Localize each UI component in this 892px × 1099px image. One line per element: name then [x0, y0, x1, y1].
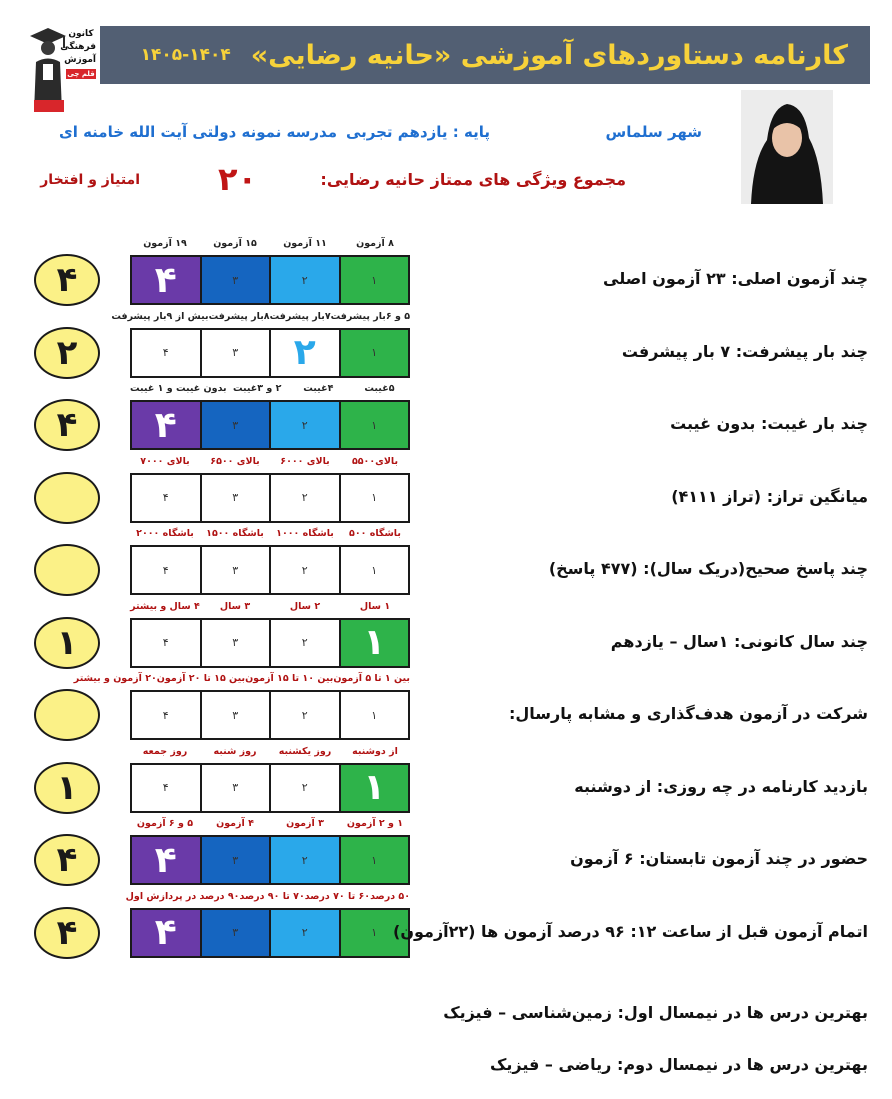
row-1-description: چند آزمون اصلی: ۲۳ آزمون اصلی [603, 269, 868, 288]
level-cell: ۲ [269, 910, 339, 956]
row-1-level-labels [130, 238, 410, 254]
level-cell: ۳ [200, 692, 270, 738]
level-label: ۷۰ تا ۹۰ درصد [239, 890, 305, 902]
level-cell: ۳ [200, 402, 270, 448]
level-cell: ۲ [269, 765, 339, 811]
row-8-level-labels [130, 746, 410, 762]
level-label: ۴غیبت [303, 383, 334, 394]
row-4-level-grid [130, 473, 410, 523]
level-label: ۱ سال [359, 600, 391, 612]
level-cell: ۳ [200, 620, 270, 666]
level-label: بالای ۶۰۰۰ [280, 455, 330, 467]
row-9-score-circle: ۴ [34, 834, 100, 886]
level-cell: ۳ [200, 765, 270, 811]
logo-red-badge [34, 100, 64, 112]
level-label: ۲ و ۳غیبت [232, 383, 282, 394]
level-cell: ۱ [339, 257, 409, 303]
level-label: ۵۰ درصد [370, 890, 410, 902]
row-5-score-circle [34, 544, 100, 596]
best-lessons-second-term: بهترین درس ها در نیمسال دوم: ریاضی – فیزیک [490, 1055, 868, 1074]
level-label: بین ۱۰ تا ۱۵ آزمون [245, 673, 334, 684]
level-cell: ۱ [339, 837, 409, 883]
level-cell: ۲ [269, 257, 339, 303]
level-cell: ۳ [200, 475, 270, 521]
student-grade: پایه : یازدهم تجربی [345, 123, 490, 141]
score-label: امتیاز و افتخار [40, 172, 140, 188]
level-cell: ۱ [339, 475, 409, 521]
row-7-level-labels [73, 673, 410, 689]
row-1-score-circle: ۴ [34, 254, 100, 306]
total-score: ۲۰ [218, 160, 258, 198]
level-label: ۱ و ۲ آزمون [346, 818, 404, 829]
row-4-description: میانگین تراز: (تراز ۴۱۱۱) [671, 486, 868, 506]
level-cell: ۴ [132, 330, 200, 376]
level-cell: ۴ [132, 910, 200, 956]
level-label: از دوشنبه [352, 745, 398, 757]
level-label: بین ۱ تا ۵ آزمون [333, 673, 410, 684]
level-cell: ۱ [339, 765, 409, 811]
level-label: ۳ آزمون [286, 818, 324, 829]
level-cell: ۴ [132, 547, 200, 593]
row-10-description: اتمام آزمون قبل از ساعت ۱۲: ۹۶ درصد آزمون ها (۲۲آزمون) [393, 921, 868, 941]
row-5-level-labels [130, 528, 410, 544]
level-label: باشگاه ۱۵۰۰ [206, 528, 264, 539]
level-cell: ۲ [269, 330, 339, 376]
level-cell: ۳ [200, 547, 270, 593]
level-cell: ۴ [132, 257, 200, 303]
level-cell: ۱ [339, 402, 409, 448]
row-4-score-circle [34, 472, 100, 524]
row-6-level-labels [130, 601, 410, 617]
level-cell: ۲ [269, 620, 339, 666]
level-label: ۸بار پیشرفت [208, 310, 270, 322]
level-label: ۴ سال و بیشتر [130, 600, 200, 612]
row-4-level-labels [130, 456, 410, 472]
row-10-score-circle: ۴ [34, 907, 100, 959]
level-label: ۷بار پیشرفت [269, 310, 331, 322]
level-cell: ۴ [132, 402, 200, 448]
level-cell: ۲ [269, 837, 339, 883]
level-label: ۲ سال [289, 600, 321, 612]
level-label: بالای ۷۰۰۰ [140, 455, 190, 467]
level-label: روز شنبه [213, 745, 257, 757]
level-label: ۱۵ آزمون [213, 238, 257, 249]
level-cell: ۴ [132, 837, 200, 883]
row-9-level-labels [130, 818, 410, 834]
level-label: بیش از ۹بار پیشرفت [111, 310, 209, 322]
level-label: ۵غیبت [364, 383, 395, 394]
row-2-level-labels [111, 310, 410, 327]
row-8-level-grid [130, 763, 410, 813]
level-label: باشگاه ۵۰۰ [349, 528, 401, 539]
row-3-level-labels [130, 383, 410, 399]
level-label: روز جمعه [142, 745, 188, 757]
row-9-description: حضور در چند آزمون تابستان: ۶ آزمون [570, 849, 868, 868]
best-lessons-first-term: بهترین درس ها در نیمسال اول: زمین‌شناسی – فیزیک [443, 1003, 868, 1022]
page-title: کارنامه دستاوردهای آموزشی «حانیه رضایی» [250, 39, 848, 71]
level-cell: ۱ [339, 330, 409, 376]
level-cell: ۴ [132, 475, 200, 521]
row-7-score-circle [34, 689, 100, 741]
level-label: روز یکشنبه [278, 745, 332, 757]
row-9-level-grid [130, 835, 410, 885]
level-cell: ۱ [339, 547, 409, 593]
level-cell: ۲ [269, 475, 339, 521]
level-cell: ۱ [339, 692, 409, 738]
level-label: ۳ سال [219, 600, 251, 612]
level-cell: ۲ [269, 402, 339, 448]
student-city: شهر سلماس [605, 123, 702, 141]
level-label: ۱۱ آزمون [283, 238, 327, 249]
row-8-description: بازدید کارنامه در چه روزی: از دوشنبه [574, 776, 868, 796]
level-cell: ۴ [132, 765, 200, 811]
level-cell: ۴ [132, 620, 200, 666]
academic-year: ۱۴۰۵-۱۴۰۴ [140, 45, 231, 65]
row-8-score-circle: ۱ [34, 762, 100, 814]
level-label: ۵ و ۶ آزمون [136, 818, 194, 829]
row-6-level-grid [130, 618, 410, 668]
level-label: ۹۰ درصد در پردازش اول [125, 890, 240, 902]
level-label: ۶۰ تا ۷۰ درصد [304, 890, 371, 902]
level-label: بین ۱۵ تا ۲۰ آزمون [156, 673, 246, 684]
level-label: باشگاه ۱۰۰۰ [276, 528, 334, 539]
logo [28, 22, 98, 114]
row-3-score-circle: ۴ [34, 399, 100, 451]
title-bar [100, 26, 870, 84]
level-label: بالای۵۵۰۰ [351, 455, 399, 467]
row-3-description: چند بار غیبت: بدون غیبت [670, 414, 868, 433]
level-label: ۲۰ آزمون و بیشتر [73, 673, 157, 684]
level-cell: ۲ [269, 547, 339, 593]
row-5-description: چند پاسخ صحیح(دریک سال): (۴۷۷ پاسخ) [548, 559, 868, 578]
level-cell: ۳ [200, 330, 270, 376]
level-cell: ۳ [200, 910, 270, 956]
row-3-level-grid [130, 400, 410, 450]
level-cell: ۱ [339, 620, 409, 666]
level-label: ۸ آزمون [356, 238, 394, 249]
row-1-level-grid [130, 255, 410, 305]
level-label: ۴ آزمون [216, 818, 254, 829]
level-cell: ۱ [339, 910, 409, 956]
row-7-level-grid [130, 690, 410, 740]
row-10-level-grid [130, 908, 410, 958]
level-cell: ۴ [132, 692, 200, 738]
row-2-description: چند بار پیشرفت: ۷ بار پیشرفت [621, 341, 868, 361]
level-label: بالای ۶۵۰۰ [210, 455, 260, 467]
summary-label: مجموع ویژگی های ممتاز حانیه رضایی: [320, 170, 626, 189]
row-2-score-circle: ۲ [34, 327, 100, 379]
row-6-score-circle: ۱ [34, 617, 100, 669]
student-school: مدرسه نمونه دولتی آیت الله خامنه ای [58, 123, 337, 141]
student-photo [741, 90, 833, 204]
level-cell: ۳ [200, 257, 270, 303]
logo-brand-text: کانون فرهنگی آموزش قلم چی [60, 29, 96, 78]
row-10-level-labels [125, 890, 410, 907]
row-5-level-grid [130, 545, 410, 595]
row-6-description: چند سال کانونی: ۱سال – یازدهم [610, 631, 868, 651]
level-label: باشگاه ۲۰۰۰ [136, 528, 194, 539]
level-cell: ۳ [200, 837, 270, 883]
level-label: ۵ و ۶بار پیشرفت [330, 310, 410, 322]
level-label: ۱۹ آزمون [143, 238, 187, 249]
level-label: بدون غیبت و ۱ غیبت [130, 383, 227, 394]
level-cell: ۲ [269, 692, 339, 738]
row-7-description: شرکت در آزمون هدف‌گذاری و مشابه پارسال: [509, 704, 868, 723]
row-2-level-grid [130, 328, 410, 378]
